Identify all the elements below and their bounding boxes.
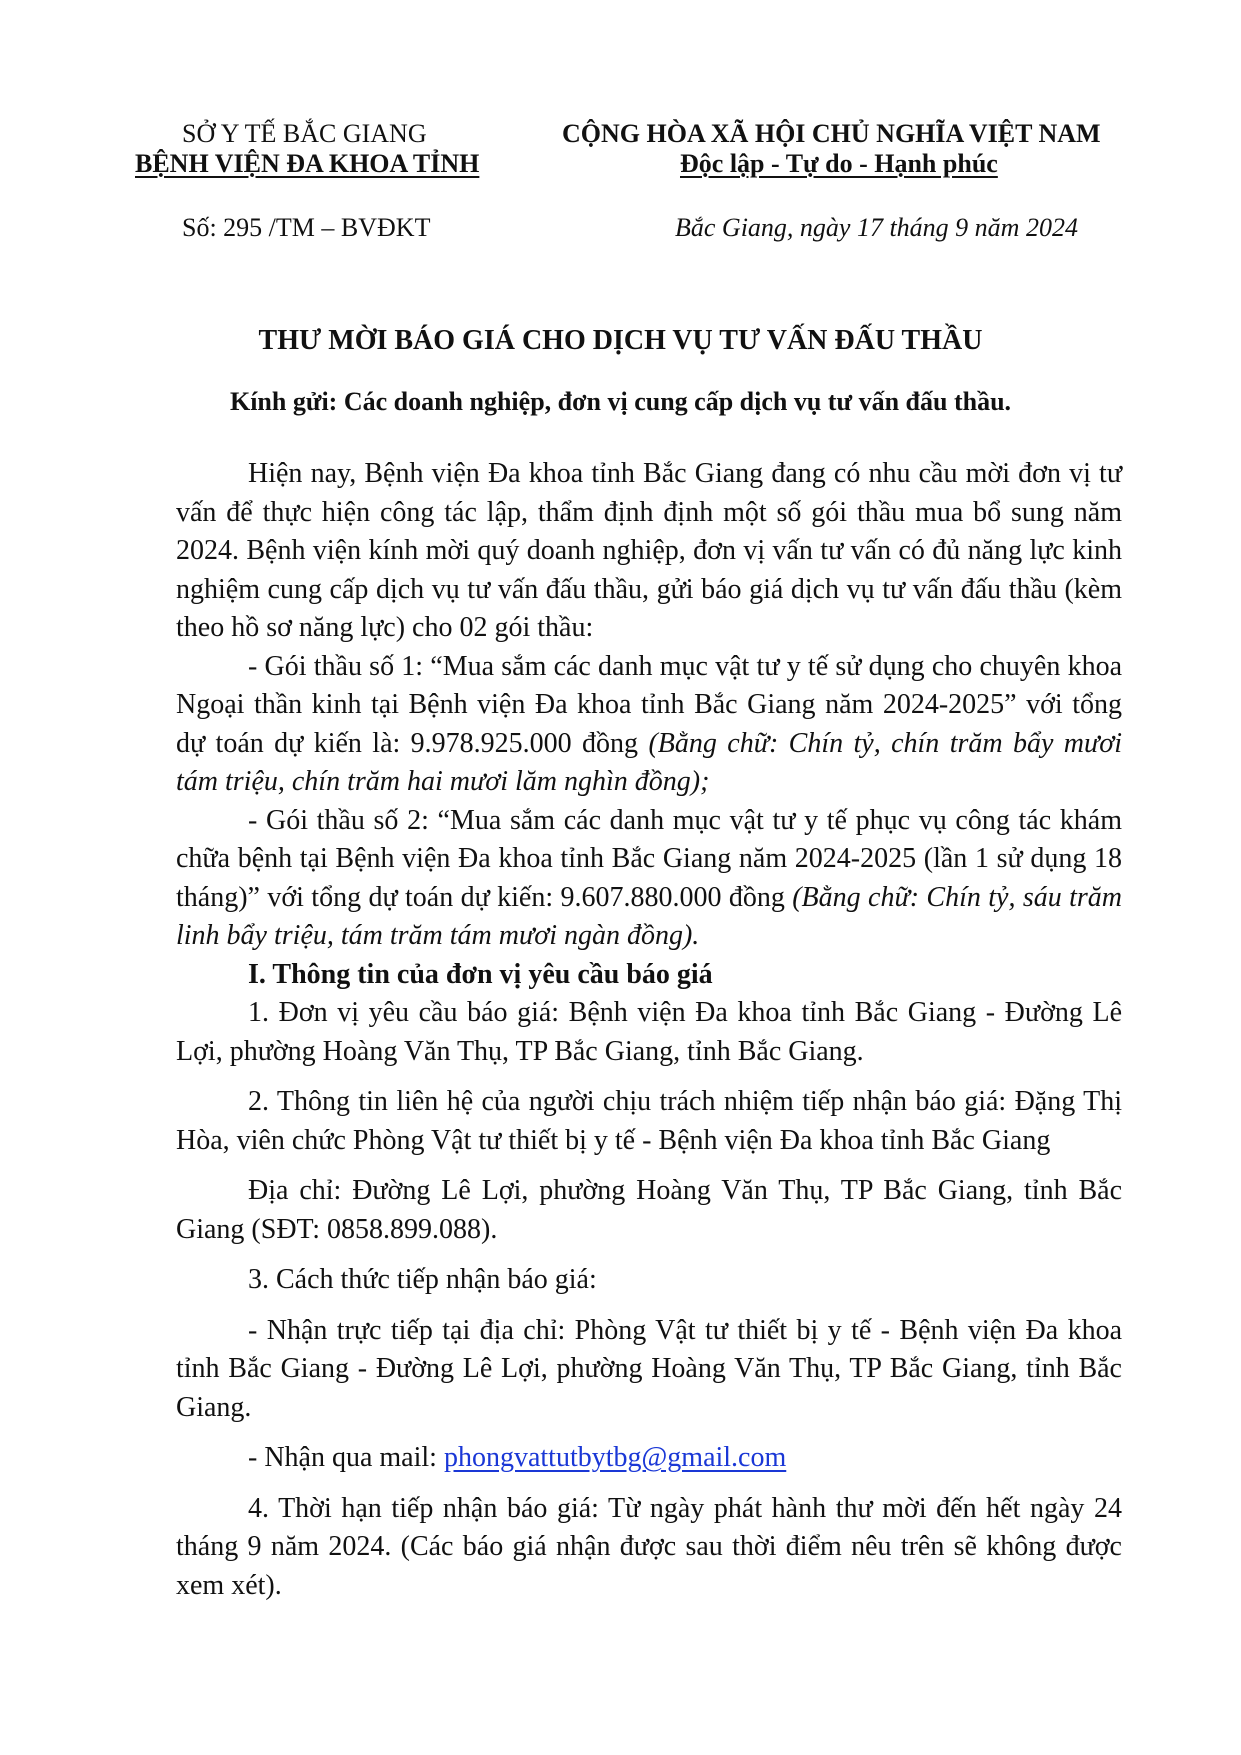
mail-label: - Nhận qua mail: bbox=[248, 1442, 444, 1473]
document-number: Số: 295 /TM – BVĐKT bbox=[182, 213, 431, 242]
hospital-name-text: BỆNH VIỆN ĐA KHOA TỈNH bbox=[135, 149, 480, 178]
package-2-amount-in-words: (Bằng chữ: Chín tỷ, sáu trăm linh bẩy triệu, tám trăm tám mươi ngàn đồng). bbox=[176, 881, 1123, 951]
mail-submission bbox=[176, 1439, 1122, 1478]
section-1-item-1: 1. Đơn vị yêu cầu báo giá: Bệnh viện Đa khoa tỉnh Bắc Giang - Đường Lê Lợi, phường Hoàng Văn Thụ, TP Bắc Giang, tỉnh Bắc Giang. bbox=[176, 997, 1122, 1067]
national-motto bbox=[680, 148, 998, 180]
republic-name: CỘNG HÒA XÃ HỘI CHỦ NGHĨA VIỆT NAM bbox=[562, 119, 1101, 148]
package-2-paragraph bbox=[176, 802, 1122, 956]
direct-submission: - Nhận trực tiếp tại địa chỉ: Phòng Vật tư thiết bị y tế - Bệnh viện Đa khoa tỉnh Bắc Giang - Đường Lê Lợi, phường Hoàng Văn Thụ, TP Bắc Giang, tỉnh Bắc Giang. bbox=[176, 1314, 1122, 1423]
contact-address: Địa chỉ: Đường Lê Lợi, phường Hoàng Văn Thụ, TP Bắc Giang, tỉnh Bắc Giang (SĐT: 0858.899.088). bbox=[176, 1175, 1122, 1245]
recipient-line: Kính gửi: Các doanh nghiệp, đơn vị cung cấp dịch vụ tư vấn đấu thầu. bbox=[229, 387, 1012, 416]
section-1-item-2: 2. Thông tin liên hệ của người chịu trách nhiệm tiếp nhận báo giá: Đặng Thị Hòa, viên chức Phòng Vật tư thiết bị y tế - Bệnh viện Đa khoa tỉnh Bắc Giang bbox=[176, 1086, 1122, 1156]
section-1-item-4: 4. Thời hạn tiếp nhận báo giá: Từ ngày phát hành thư mời đến hết ngày 24 tháng 9 năm 2024. (Các báo giá nhận được sau thời điểm nêu trên sẽ không được xem xét). bbox=[176, 1492, 1122, 1601]
document-title: THƯ MỜI BÁO GIÁ CHO DỊCH VỤ TƯ VẤN ĐẤU THẦU bbox=[258, 325, 983, 356]
hospital-name bbox=[135, 148, 479, 180]
package-1-paragraph bbox=[176, 648, 1122, 802]
section-1-item-3: 3. Cách thức tiếp nhận báo giá: bbox=[248, 1264, 597, 1295]
section-1-heading: I. Thông tin của đơn vị yêu cầu báo giá bbox=[248, 958, 713, 990]
email-link[interactable]: phongvattutbytbg@gmail.com bbox=[443, 1442, 787, 1473]
place-and-date: Bắc Giang, ngày 17 tháng 9 năm 2024 bbox=[675, 213, 1078, 242]
national-motto-text: Độc lập - Tự do - Hạnh phúc bbox=[680, 149, 998, 178]
package-1-text: - Gói thầu số 1: “Mua sắm các danh mục vật tư y tế sử dụng cho chuyên khoa Ngoại thần kinh tại Bệnh viện Đa khoa tỉnh Bắc Giang năm 2024-2025” với tổng dự toán dự kiến là: 9.978.925.000 đồng bbox=[176, 650, 1122, 759]
letter-body bbox=[176, 455, 1122, 1605]
package-1-amount-in-words: (Bằng chữ: Chín tỷ, chín trăm bẩy mươi tám triệu, chín trăm hai mươi lăm nghìn đồng); bbox=[176, 727, 1122, 797]
agency-name: SỞ Y TẾ BẮC GIANG bbox=[182, 119, 427, 148]
intro-paragraph: Hiện nay, Bệnh viện Đa khoa tỉnh Bắc Giang đang có nhu cầu mời đơn vị tư vấn để thực hiện công tác lập, thẩm định định một số gói thầu mua bổ sung năm 2024. Bệnh viện kính mời quý doanh nghiệp, đơn vị vấn tư vấn có đủ năng lực kinh nghiệm cung cấp dịch vụ tư vấn đấu thầu, gửi báo giá dịch vụ tư vấn đấu thầu (kèm theo hồ sơ năng lực) cho 02 gói thầu: bbox=[176, 458, 1122, 643]
package-2-text: - Gói thầu số 2: “Mua sắm các danh mục vật tư y tế phục vụ công tác khám chữa bệnh tại Bệnh viện Đa khoa tỉnh Bắc Giang năm 2024-2025 (lần 1 sử dụng 18 tháng)” với tổng dự toán dự kiến: 9.607.880.000 đồng bbox=[176, 804, 1122, 913]
